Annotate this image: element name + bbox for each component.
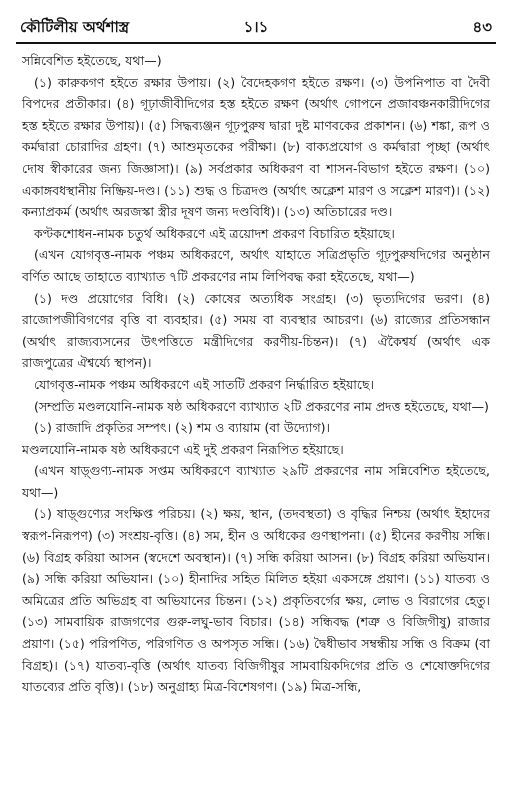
paragraph-mandalayoni-summary: মণ্ডলযোনি-নামক ষষ্ঠ অধিকরণে এই দুই প্রকরণ নিরূপিত হইয়াছে।	[22, 441, 344, 457]
paragraph-yogavritta-list: (১) দণ্ড প্রয়োগের বিধি। (২) কোষের অত্যধিক সংগ্রহ। (৩) ভৃত্যদিগের ভরণ। (৪) রাজোপজীবিগণের বৃত্তি বা ব্যবহার। (৫) সময় বা ব্যবস্থার আচরণ। (৬) রাজ্যের প্রতিসন্ধান (অর্থাৎ রাজ্যব্যসনের উৎপত্তিতে মন্ত্রীদিগের করণীয়-চিন্তন)। (৭) ঐকৈশ্বর্য (অর্থাৎ এক রাজপুত্রের ঐশ্বর্য্যে স্থাপন)।	[22, 290, 490, 371]
book-title: কৌটিলীয় অর্থশাস্ত্র	[20, 18, 130, 36]
paragraph-mandalayoni-list: (১) রাজাদি প্রকৃতির সম্পৎ। (২) শম ও ব্যায়াম (বা উদ্যোগ)।	[34, 420, 331, 436]
paragraph-yogavritta-summary: যোগবৃত্ত-নামক পঞ্চম অধিকরণে এই সাতটি প্রকরণ নির্দ্ধারিত হইয়াছে।	[34, 376, 374, 392]
section-number: ১।১	[243, 18, 269, 36]
paragraph-kantakashodhana-summary: কণ্টকশোধন-নামক চতুর্থ অধিকরণে এই ত্রয়োদশ প্রকরণ বিচারিত হইয়াছে।	[34, 225, 395, 241]
paragraph-shadgunya-intro: (এখন ষাড়্গুণ্য-নামক সপ্তম অধিকরণে ব্যাখ্যাত ২৯টি প্রকরণের নাম সন্নিবেশিত হইতেছে, যথা—)	[22, 463, 490, 500]
running-header	[20, 14, 492, 40]
paragraph-mandalayoni-intro: (সম্প্রতি মণ্ডলযোনি-নামক ষষ্ঠ অধিকরণে ব্যাখ্যাত ২টি প্রকরণের নাম প্রদত্ত হইতেছে, যথা—)	[34, 398, 489, 414]
header-rule	[16, 42, 496, 44]
paragraph-intro: সন্নিবেশিত হইতেছে, যথা—)	[22, 53, 162, 68]
paragraph-kantakashodhana-list: (১) কারুকগণ হইতে রক্ষার উপায়। (২) বৈদেহকগণ হইতে রক্ষণ। (৩) উপনিপাত বা দৈবী বিপদের প্রতীকার। (৪) গূঢ়াজীবীদিগের হস্ত হইতে রক্ষণ (অর্থাৎ গোপনে প্রজাবঞ্চনকারীদিগের হস্ত হইতে রক্ষার উপায়)। (৫) সিদ্ধব্যঞ্জন গূঢ়পুরুষ দ্বারা দুষ্ট মাণবকের প্রকাশন। (৬) শঙ্কা, রূপ ও কর্মদ্বারা চোরাদির গ্রহণ। (৭) আশুমৃতকের পরীক্ষা। (৮) বাক্যপ্রযোগ ও কর্মদ্বারা পৃচ্ছা (অর্থাৎ দোষ স্বীকারের জন্য জিজ্ঞাসা)। (৯) সর্বপ্রকার অধিকরণ বা শাসন-বিভাগ হইতে রক্ষণ। (১০) একাঙ্গবধস্থানীয় নিষ্ক্রিয়-দণ্ড। (১১) শুদ্ধ ও চিত্রদণ্ড (অর্থাৎ অক্লেশ মারণ ও সক্লেশ মারণ)। (১২) কন্যাপ্রকর্ম (অর্থাৎ অরজস্কা স্ত্রীর দূষণ জন্য দণ্ডবিধি)। (১৩) অতিচারের দণ্ড।	[22, 74, 490, 220]
paragraph-yogavritta-intro: (এখন যোগবৃত্ত-নামক পঞ্চম অধিকরণে, অর্থাৎ যাহাতে সত্রিপ্রভৃতি গূঢ়পুরুষদিগের অনুষ্ঠান বর্ণিত আছে তাহাতে ব্যাখ্যাত ৭টি প্রকরণের নাম লিপিবদ্ধ করা হইতেছে, যথা—)	[22, 247, 490, 284]
paragraph-shadgunya-list: (১) ষাড়্গুণ্যের সংক্ষিপ্ত পরিচয়। (২) ক্ষয়, স্থান, (তদবস্থতা) ও বৃদ্ধির নিশ্চয় (অর্থাৎ ইহাদের স্বরূপ-নিরূপণ) (৩) সংশ্রয়-বৃত্তি। (৪) সম, হীন ও অধিকের গুণস্থাপনা। (৫) হীনের করণীয় সন্ধি। (৬) বিগ্রহ করিয়া আসন (স্বদেশে অবস্থান)। (৭) সন্ধি করিয়া আসন। (৮) বিগ্রহ করিয়া অভিযান। (৯) সন্ধি করিয়া অভিযান। (১০) হীনাদির সহিত মিলিত হইয়া একসঙ্গে প্রয়াণ। (১১) যাতব্য ও অমিত্রের প্রতি অভিগ্রহ বা অভিযানের চিন্তন। (১২) প্রকৃতিবর্গের ক্ষয়, লোভ ও বিরাগের হেতু। (১৩) সামবায়িক রাজগণের গুরু-লঘু-ভাব বিচার। (১৪) সন্ধিবদ্ধ (শত্রু ও বিজিগীষু) রাজার প্রয়াণ। (১৫) পরিপণিত, পরিগণিত ও অপসৃত সন্ধি। (১৬) দ্বৈধীভাব সম্বন্ধীয় সন্ধি ও বিক্রম (বা বিগ্রহ)। (১৭) যাতব্য-বৃত্তি (অর্থাৎ যাতব্য বিজিগীষুর সামবায়িকদিগের প্রতি ও শেষোক্তদিগের যাতব্যের প্রতি বৃত্তি)। (১৮) অনুগ্রাহ্য মিত্র-বিশেষগণ। (১৯) মিত্র-সন্ধি,	[22, 506, 490, 695]
page-body	[22, 50, 490, 698]
page-number: ৪৩	[472, 18, 492, 36]
